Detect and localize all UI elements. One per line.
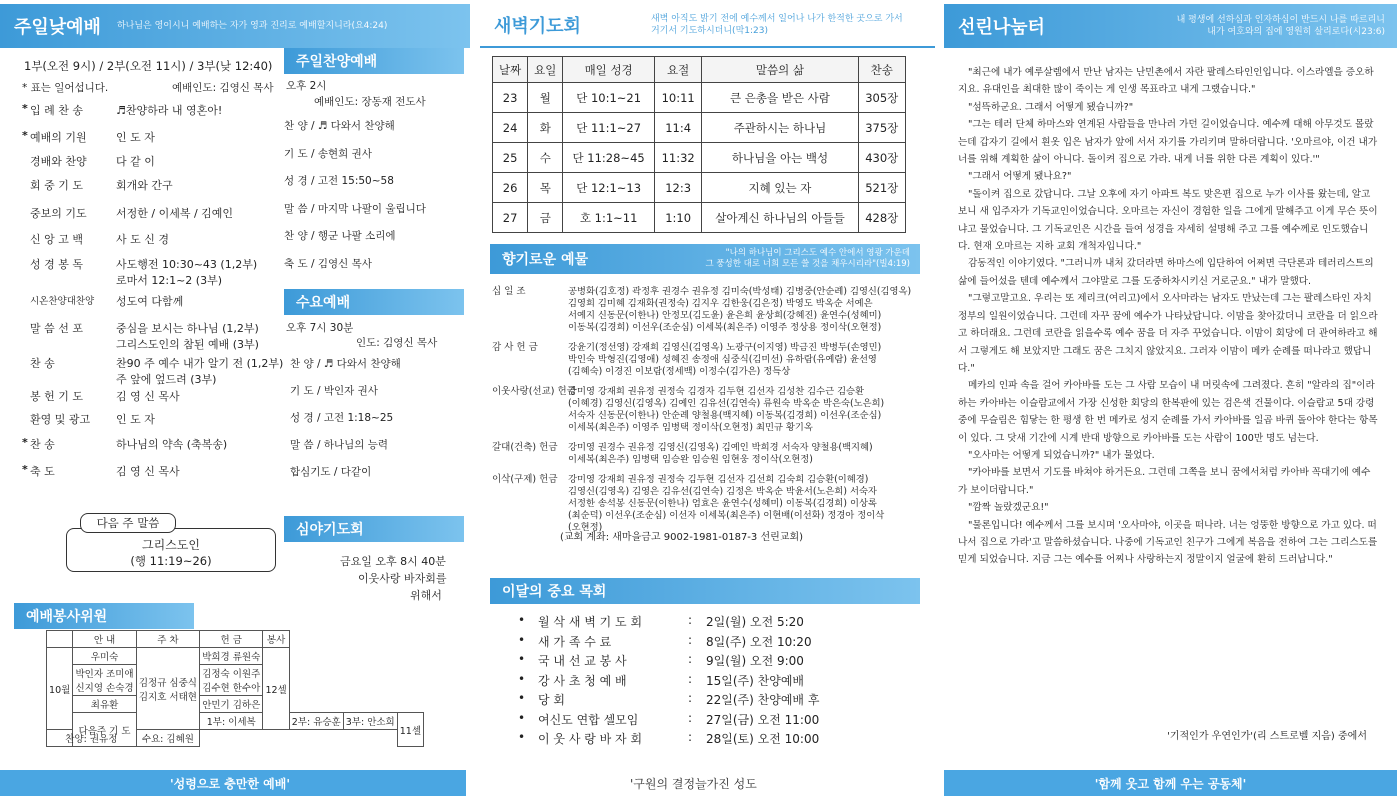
offering-verse: "나의 하나님이 그리스도 예수 안에서 영광 가운데 그 풍성한 대로 너희 모든 쓸 것을 채우시리라"(빌4:19) — [705, 248, 910, 269]
order-label: 경배와 찬양 — [30, 155, 87, 168]
praise-item: 말 씀 / 마지막 나팔이 울립니다 — [284, 202, 426, 215]
donor-line: (이혜경) 김영신(김영옥) 김예인 김유선(김연숙) 류원숙 박옥순 박은숙(노은희) — [568, 398, 885, 409]
sunday-worship-verse: 하나님은 영이시니 예배하는 자가 영과 진리로 예배할지니라(요4:24) — [116, 21, 388, 31]
order-item — [22, 293, 183, 309]
order-value: 하나님의 약속 (축복송) — [116, 438, 228, 451]
order-item — [22, 411, 155, 427]
praise-item: 축 도 / 김영신 목사 — [284, 257, 372, 270]
donor-line: (김혜숙) 이경진 이보람(정세백) 이정수(김가은) 정득상 — [568, 366, 791, 377]
table-cell: 주관하시는 하나님 — [702, 113, 858, 143]
order-star — [22, 272, 30, 288]
order-item — [22, 336, 259, 352]
order-value: 그리스도인의 참된 예배 (3부) — [116, 338, 259, 351]
event-bullet: • — [518, 671, 526, 686]
table-header: 요절 — [654, 57, 702, 83]
table-cell: 금 — [528, 203, 563, 233]
order-star — [22, 388, 30, 404]
wednesday-leader: 인도: 김영신 목사 — [356, 337, 438, 349]
story-text — [958, 64, 1379, 569]
wednesday-item: 합심기도 / 다같이 — [290, 466, 372, 478]
table-cell: 24 — [493, 113, 528, 143]
table-cell: 25 — [493, 143, 528, 173]
event-sep: : — [688, 671, 693, 686]
guide-4: 최유환 — [73, 696, 136, 713]
prayer-1: 1부: 이세복 — [200, 713, 263, 730]
offering-title: 향기로운 예물 — [502, 252, 589, 268]
table-cell: 단 11:28~45 — [563, 143, 655, 173]
table-header: 말씀의 삶 — [702, 57, 858, 83]
order-star — [22, 153, 30, 169]
order-star: * — [22, 129, 28, 142]
table-cell: 단 11:1~27 — [563, 113, 655, 143]
table-row — [493, 83, 906, 113]
story-paragraph: "깜짝 놀랐겠군요!" — [968, 502, 1049, 514]
order-label — [30, 371, 116, 387]
donor-group-label: 감 사 헌 금 — [492, 342, 538, 353]
night-prayer-time: 금요일 오후 8시 40분 — [340, 555, 446, 568]
order-label: 환영 및 광고 — [30, 413, 91, 426]
event-item — [518, 691, 819, 708]
table-cell: 12:3 — [654, 173, 702, 203]
order-star — [22, 336, 30, 352]
event-item — [518, 633, 812, 650]
story-paragraph: "돌이켜 집으로 갔답니다. 그날 오후에 자기 아파트 복도 맞은편 집으로 누가 이사를 왔는데, 알고 보니 새 입주자가 기독교인이었습니다. 오마르는 자신이 경험한 일을 그에게 말해주고 이게 무슨 뜻이냐고 물었습니다. 그 기독교인은 시간을 들여 성경을 자세히 설명해 주고 그를 예수께로 인도했습니다. 현재 오마르는 지하 교회 개척자입니다." — [958, 188, 1378, 253]
table-header: 요일 — [528, 57, 563, 83]
table-cell: 375장 — [858, 113, 905, 143]
event-name: 당 회 — [538, 693, 565, 707]
night-prayer-purpose-2: 위해서 — [410, 589, 442, 602]
order-item — [22, 463, 180, 479]
order-label — [30, 272, 116, 288]
committee-corner — [47, 631, 73, 648]
offering-tag — [490, 244, 920, 274]
wednesday-time: 오후 7시 30분 — [286, 322, 354, 334]
praise-leader: 예배인도: 장동재 전도사 — [314, 96, 426, 108]
dawn-prayer-header — [480, 4, 935, 48]
story-paragraph: "물론입니다! 예수께서 그를 보시며 '오사마야, 이곳을 떠나라. 너는 엉뚱한 방향으로 가고 있다. 떠나서 집으로 가라'고 말씀하셨습니다. 나중에 기독교인 친구가 그에게 복음을 전하여 그는 그리스도를 믿게 되었습니다. 지금 그는 예수를 어찌나 사랑하는지 정말이지 얼굴에 환히 드러납니다." — [958, 519, 1378, 566]
table-header: 매일 성경 — [563, 57, 655, 83]
donor-line: 강미영 강재희 권유정 권정숙 김두현 김선자 김선희 김숙희 김승환(이혜경) — [568, 474, 869, 485]
dawn-bible-table — [492, 56, 906, 233]
praise-item: 성 경 / 고전 15:50~58 — [284, 175, 394, 187]
donor-line: 서정한 송석봉 신동문(이한나) 엄효은 윤연수(성혜미) 이동복(김경희) 이상록 — [568, 498, 877, 509]
event-name: 여신도 연합 셀모임 — [538, 712, 639, 727]
next-serve: 11셀 — [397, 713, 423, 747]
table-cell: 월 — [528, 83, 563, 113]
event-bullet: • — [518, 691, 526, 705]
table-cell: 큰 은총을 받은 사람 — [702, 83, 858, 113]
donor-line: 공병화(김호정) 곽정후 권경수 권유정 김미숙(박성태) 김병중(안순례) 김영신(김영옥) — [568, 286, 912, 297]
serve-cell: 12셀 — [263, 648, 289, 730]
table-row — [493, 173, 906, 203]
order-label: 중보의 기도 — [30, 207, 87, 220]
event-when: 9일(월) 오전 9:00 — [706, 654, 804, 668]
table-header: 날짜 — [493, 57, 528, 83]
event-item — [518, 613, 804, 630]
table-cell: 305장 — [858, 83, 905, 113]
table-cell: 26 — [493, 173, 528, 203]
event-bullet: • — [518, 730, 526, 744]
order-item — [22, 355, 283, 371]
order-item — [22, 129, 155, 145]
event-item — [518, 672, 804, 689]
table-cell: 10:11 — [654, 83, 702, 113]
order-item — [22, 272, 222, 288]
table-cell: 27 — [493, 203, 528, 233]
event-when: 22일(주) 찬양예배 후 — [706, 693, 820, 707]
table-cell: 단 10:1~21 — [563, 83, 655, 113]
dawn-prayer-verse: 새벽 아직도 밝기 전에 예수께서 일어나 나가 한적한 곳으로 가서 거기서 기도하시더니(막1:23) — [650, 14, 903, 36]
donor-line: 강윤기(정선영) 강재희 김영신(김영옥) 노광구(이지영) 박금진 박병두(손영민) — [568, 342, 882, 353]
order-value: 로마서 12:1~2 (3부) — [116, 274, 222, 287]
event-name: 월 삭 새 벽 기 도 회 — [538, 615, 643, 629]
order-value: 김 영 신 목사 — [116, 390, 180, 403]
sharing-header — [944, 4, 1397, 48]
col-guide: 안 내 — [73, 631, 136, 648]
event-sep: : — [688, 730, 693, 744]
order-label: 말 씀 선 포 — [30, 322, 83, 335]
story-source: '기적인가 우연인가'(리 스트로벨 지음) 중에서 — [1167, 731, 1367, 742]
order-star — [22, 371, 30, 387]
donor-group-label: 갈대(건축) 헌금 — [492, 442, 558, 453]
story-paragraph: "오사마는 어떻게 되었습니까?" 내가 물었다. — [968, 449, 1155, 461]
event-sep: : — [688, 652, 693, 666]
table-cell: 살아계신 하나님의 아들들 — [702, 203, 858, 233]
table-cell: 521장 — [858, 173, 905, 203]
order-star — [22, 320, 30, 336]
dawn-prayer-title: 새벽기도회 — [494, 16, 581, 37]
table-cell: 화 — [528, 113, 563, 143]
event-name: 국 내 선 교 봉 사 — [538, 654, 627, 668]
event-sep: : — [688, 710, 693, 725]
night-prayer-tag: 심야기도회 — [284, 516, 464, 542]
event-when: 2일(월) 오전 5:20 — [706, 615, 804, 629]
col-parking: 주 차 — [136, 631, 199, 648]
event-when: 28일(토) 오전 10:00 — [706, 732, 820, 746]
stand-note: * 표는 일어섭니다. — [22, 82, 109, 94]
praise-item: 찬 양 / 행군 나팔 소리에 — [284, 230, 396, 242]
event-item — [518, 730, 819, 747]
order-item — [22, 153, 155, 169]
next-sermon-ref: (행 11:19~26) — [130, 554, 212, 568]
sunday-worship-header — [0, 4, 470, 48]
next-week-label: 다음주 기 도 — [73, 713, 136, 747]
order-label: 찬 송 — [30, 438, 55, 451]
table-cell: 430장 — [858, 143, 905, 173]
story-paragraph: "섬뜩하군요. 그래서 어떻게 됐습니까?" — [968, 101, 1134, 113]
table-cell: 하나님을 아는 백성 — [702, 143, 858, 173]
night-prayer-purpose: 이웃사랑 바자회를 — [358, 572, 447, 585]
table-cell: 지혜 있는 자 — [702, 173, 858, 203]
order-value: 서정한 / 이세복 / 김예인 — [116, 207, 234, 220]
order-value: 김 영 신 목사 — [116, 465, 180, 478]
table-cell: 1:10 — [654, 203, 702, 233]
sunday-worship-column — [0, 0, 470, 796]
table-cell: 호 1:1~11 — [563, 203, 655, 233]
event-name: 강 사 초 청 예 배 — [538, 673, 627, 688]
donor-line: 김영희 김미혜 김재화(권정숙) 김지우 김한웅(김은정) 박영도 박옥순 서예은 — [568, 298, 873, 309]
col-serve: 봉사 — [263, 631, 289, 648]
wednesday-prayer: 수요: 김혜원 — [136, 730, 199, 747]
prayer-2: 2부: 유승훈 — [289, 713, 343, 730]
dawn-prayer-column — [470, 0, 940, 796]
story-paragraph: "그렇고말고요. 우리는 또 제리크(여리고)에서 오사마라는 남자도 만났는데 그는 팔레스타인 자치정부의 일원이었습니다. 그런데 자꾸 꿈에 예수가 나타났답니다. 이맘을 찾아갔더니 코란을 더 읽으라고 하더래요. 그런데 코란을 읽을수록 예수 꿈을 더 자주 꾸었습니다. 이맘이 회당에 더 관여하라고 해서 그렇게도 해 보았지만 그래도 꿈은 그치지 않았지요. 그러자 이맘이 메카 순례를 떠나라고 했답니다." — [958, 293, 1378, 374]
table-row — [493, 143, 906, 173]
events-tag: 이달의 중요 목회 — [490, 578, 920, 604]
offering-1: 박희경 류원숙 — [200, 648, 263, 665]
donor-line: 강미영 권경수 권유정 김영신(김영옥) 김예인 박희경 서숙자 양철용(백지혜) — [568, 442, 873, 453]
order-star — [22, 355, 30, 371]
order-value: ♬찬양하라 내 영혼아! — [116, 104, 223, 117]
order-item — [22, 436, 227, 452]
event-name: 새 가 족 수 료 — [538, 634, 612, 649]
guide-1: 우미숙 — [73, 648, 136, 665]
order-value: 중심을 보시는 하나님 (1,2부) — [116, 322, 259, 335]
table-row — [493, 113, 906, 143]
donor-line: 이세복(최은주) 이영주 임병택 정이삭(오현정) 최민규 황기옥 — [568, 422, 813, 433]
order-item — [22, 256, 257, 272]
sunday-worship-title: 주일낮예배 — [14, 17, 101, 38]
story-paragraph: "그는 테러 단체 하마스와 연계된 사람들을 만나러 가던 길이었습니다. 예수께 대해 아무것도 몰랐는데 갑자기 길에서 흰옷 입은 남자가 앞에 서서 자기를 가리키며 말하더랍니다. '오마르야, 이건 내가 너를 위해 계획한 삶이 아니다. 돌이켜 집으로 가라. 내게 너를 위한 다른 계획이 있다.'" — [958, 119, 1378, 166]
donor-group-label: 이웃사랑(선교) 헌금 — [492, 386, 576, 397]
event-bullet: • — [518, 710, 526, 725]
order-label: 시온찬양대찬양 — [30, 296, 95, 307]
table-header: 찬송 — [858, 57, 905, 83]
prayer-3: 3부: 안소희 — [343, 713, 397, 730]
table-cell: 23 — [493, 83, 528, 113]
order-label: 회 중 기 도 — [30, 179, 83, 192]
table-cell: 수 — [528, 143, 563, 173]
praise-item: 찬 양 / ♬ 다와서 찬양해 — [284, 120, 395, 132]
donor-line: (최순덕) 이선우(조순심) 이선자 이세복(최은주) 이현배(이선화) 정경아 정이삭 — [568, 510, 885, 521]
order-value: 인 도 자 — [116, 131, 155, 144]
story-paragraph: "카아바를 보면서 기도를 바쳐야 하거든요. 그런데 그쪽을 보니 꿈에서처럼 카아바 꼭대기에 예수가 보이더랍니다." — [958, 467, 1371, 496]
wednesday-item: 말 씀 / 하나님의 능력 — [290, 439, 389, 451]
order-label: 봉 헌 기 도 — [30, 390, 83, 403]
order-item — [22, 320, 259, 336]
order-label: 예배의 기원 — [30, 131, 87, 144]
wednesday-item: 성 경 / 고전 1:18~25 — [290, 412, 394, 424]
story-paragraph: "최근에 내가 예루살렘에서 만난 남자는 난민촌에서 자란 팔레스타인인입니다. 이스라엘을 증오하지요. 유대인을 최대한 많이 죽이는 게 인생 목표라고 내게 그랬습니다." — [958, 67, 1374, 96]
wednesday-item: 찬 양 / ♬ 다와서 찬양해 — [290, 358, 401, 370]
col2-footer: '구원의 결정늘가진 성도 — [470, 770, 940, 796]
col-offering: 헌 금 — [200, 631, 263, 648]
table-cell: 11:32 — [654, 143, 702, 173]
table-cell: 11:4 — [654, 113, 702, 143]
donor-line: 박인숙 박형진(김영애) 성혜진 송정애 심중식(김미선) 유하람(유예람) 윤선영 — [568, 354, 877, 365]
order-label: 입 례 찬 송 — [30, 104, 83, 117]
table-row — [493, 203, 906, 233]
committee-table — [46, 630, 424, 747]
table-cell: 목 — [528, 173, 563, 203]
order-value: 사도행전 10:30~43 (1,2부) — [116, 258, 258, 271]
next-sermon-title: 그리스도인 — [142, 538, 200, 552]
order-value: 성도여 다함께 — [116, 295, 184, 308]
order-star: * — [22, 436, 28, 449]
order-label: 찬 송 — [30, 357, 55, 370]
praise-time: 오후 2시 — [286, 80, 327, 92]
order-label: 축 도 — [30, 465, 55, 478]
next-sermon-label: 다음 주 말씀 — [80, 513, 176, 533]
offering-4: 안민기 김하은 — [200, 696, 263, 713]
donor-line: 이동복(김경희) 이선우(조순심) 이세복(최은주) 이영주 정상용 정이삭(오현정) — [568, 322, 882, 333]
choir-prayer: 찬양: 권유정 — [47, 730, 137, 747]
event-item — [518, 652, 804, 669]
story-paragraph: "그래서 어떻게 됐나요?" — [968, 171, 1072, 183]
order-star — [22, 231, 30, 247]
table-cell: 428장 — [858, 203, 905, 233]
church-account: (교회 계좌: 새마을금고 9002-1981-0187-3 선린교회) — [560, 532, 804, 543]
event-sep: : — [688, 691, 693, 705]
order-value: 다 같 이 — [116, 155, 155, 168]
event-sep: : — [688, 613, 693, 627]
order-star — [22, 177, 30, 193]
event-when: 15일(주) 찬양예배 — [706, 673, 804, 688]
event-when: 27일(금) 오전 11:00 — [706, 712, 820, 727]
wednesday-worship-tag: 수요예배 — [284, 289, 464, 315]
col1-footer: '성령으로 충만한 예배' — [0, 770, 466, 796]
donor-group-label: 십 일 조 — [492, 286, 526, 297]
order-item — [22, 205, 233, 221]
event-when: 8일(주) 오전 10:20 — [706, 634, 812, 649]
order-label: 신 앙 고 백 — [30, 233, 83, 246]
story-paragraph: 메카의 인파 속을 걸어 카아바를 도는 그 사람 모습이 내 머릿속에 그려졌다. 흔히 "알라의 집"이라 하는 카아바는 이슬람교에서 가장 신성한 회당의 한복판에 있는 검은색 건물이다. 이슬람교 5대 강령 중에 무슬림은 힘닿는 한 평생 한 번 메카로 성지 순례를 가서 카아바를 일곱 바퀴 돌아야 한다는 항목이 있다. 그 닷새 기간에 시계 반대 방향으로 카아바를 도는 사람이 100만 명도 넘는다. — [958, 380, 1378, 444]
order-star: * — [22, 463, 28, 476]
donor-line: 강미영 강재희 권유정 권정숙 김경자 김두현 김선자 김성찬 김수근 김승환 — [568, 386, 865, 397]
praise-worship-tag: 주일찬양예배 — [284, 48, 464, 74]
offering-2: 김정숙 이원주 김수현 한수아 — [200, 665, 263, 696]
order-label — [30, 336, 116, 352]
event-name: 이 웃 사 랑 바 자 회 — [538, 732, 643, 746]
order-item — [22, 371, 216, 387]
col3-footer: '함께 웃고 함께 우는 공동체' — [944, 770, 1397, 796]
order-star: * — [22, 102, 28, 115]
order-value: 찬90 주 예수 내가 알기 전 (1,2부) — [116, 357, 284, 370]
parking-cell: 김정규 심중식 김지호 서태현 — [136, 648, 199, 730]
donor-group-label: 이삭(구제) 헌금 — [492, 474, 558, 485]
committee-tag: 예배봉사위원 — [14, 603, 194, 629]
table-cell: 단 12:1~13 — [563, 173, 655, 203]
order-value: 인 도 자 — [116, 413, 155, 426]
order-item — [22, 231, 169, 247]
event-bullet: • — [518, 652, 526, 666]
wednesday-item: 기 도 / 박인자 권사 — [290, 385, 378, 397]
donor-line: 김영신(김영옥) 김영은 김유선(김연숙) 김정은 박옥순 박윤서(노은희) 서숙자 — [568, 486, 877, 497]
month-cell: 10월 — [47, 648, 73, 730]
event-sep: : — [688, 632, 693, 647]
sharing-title: 선린나눔터 — [958, 17, 1045, 38]
order-label: 성 경 봉 독 — [30, 258, 83, 271]
order-value: 회개와 간구 — [116, 179, 173, 192]
order-item — [22, 388, 180, 404]
order-item — [22, 102, 222, 118]
donor-line: 서예지 신동문(이한나) 안정모(김도윤) 윤은희 윤상희(강혜진) 윤연수(성혜미) — [568, 310, 882, 321]
story-paragraph: 감동적인 이야기였다. "그러니까 내처 갔더라면 하마스에 입단하여 어쩌면 극단론과 테러리스트의 삶에 들어섰을 텐데 예수께서 그야말로 그를 도중하차시키신 거로군요." 내가 말했다. — [958, 258, 1374, 287]
donor-line: (오현정) — [568, 522, 603, 533]
donor-line: 서숙자 신동문(이한나) 안순례 양철용(백지혜) 이동복(김경희) 이선우(조순심) — [568, 410, 882, 421]
donor-line: 이세복(최은주) 임병택 임승완 임승원 임현웅 정이삭(오현정) — [568, 454, 813, 465]
event-item — [518, 711, 819, 728]
order-star — [22, 205, 30, 221]
order-star — [22, 256, 30, 272]
sharing-verse: 내 평생에 선하심과 인자하심이 반드시 나를 따르리니 내가 여호와의 집에 영원히 살리로다(시23:6) — [1176, 15, 1385, 37]
order-value: 주 앞에 엎드려 (3부) — [116, 373, 217, 386]
guide-2: 박인자 조미애 신지영 손숙경 — [73, 665, 136, 696]
order-value: 사 도 신 경 — [116, 233, 169, 246]
praise-item: 기 도 / 송현희 권사 — [284, 147, 372, 160]
service-times: 1부(오전 9시) / 2부(오전 11시) / 3부(낮 12:40) — [24, 59, 273, 73]
worship-leader: 예배인도: 김영신 목사 — [172, 82, 274, 94]
event-bullet: • — [518, 613, 526, 627]
order-item — [22, 177, 173, 193]
event-bullet: • — [518, 632, 526, 647]
order-star — [22, 293, 30, 309]
order-star — [22, 411, 30, 427]
sharing-column — [940, 0, 1397, 796]
